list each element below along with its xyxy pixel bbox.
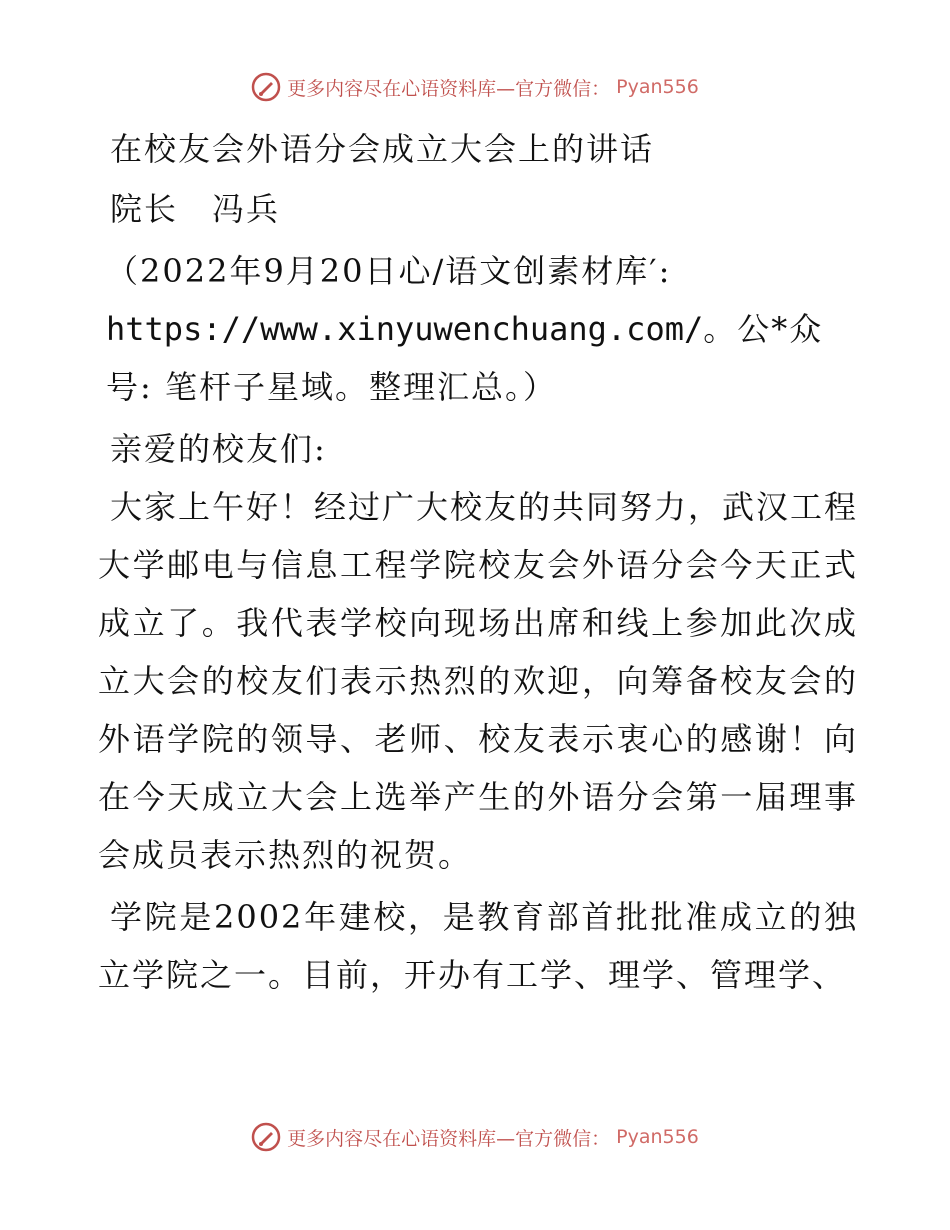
pen-logo-icon: [251, 1122, 281, 1152]
source-note-line1: （2022年9月20日心/语文创素材库′:: [106, 252, 672, 290]
header-watermark: [0, 72, 950, 102]
source-note-rest: 。公*众号: 笔杆子星域。整理汇总。）: [106, 310, 824, 406]
watermark-text: 更多内容尽在心语资料库—官方微信：: [287, 77, 611, 100]
pen-logo-icon: [251, 72, 281, 102]
watermark-handle: Pyan556: [616, 1126, 699, 1148]
paragraph-2: 学院是2002年建校，是教育部首批批准成立的独立学院之一。目前，开办有工学、理学、管理学、: [98, 898, 858, 994]
watermark-handle: Pyan556: [616, 76, 699, 98]
source-note: [98, 242, 858, 416]
greeting: 亲爱的校友们:: [110, 430, 327, 468]
watermark-text: 更多内容尽在心语资料库—官方微信：: [287, 1127, 611, 1150]
document-body: [98, 120, 858, 1004]
footer-watermark: [0, 1122, 950, 1152]
paragraph-1: 大家上午好！经过广大校友的共同努力，武汉工程大学邮电与信息工程学院校友会外语分会今天正式成立了。我代表学校向现场出席和线上参加此次成立大会的校友们表示热烈的欢迎，向筹备校友会的外语学院的领导、老师、校友表示衷心的感谢！向在今天成立大会上选举产生的外语分会第一届理事会成员表示热烈的祝贺。: [98, 488, 859, 874]
document-author: 院长 冯兵: [110, 190, 281, 228]
source-url: https://www.xinyuwenchuang.com/: [106, 310, 704, 348]
document-title: 在校友会外语分会成立大会上的讲话: [110, 130, 655, 168]
